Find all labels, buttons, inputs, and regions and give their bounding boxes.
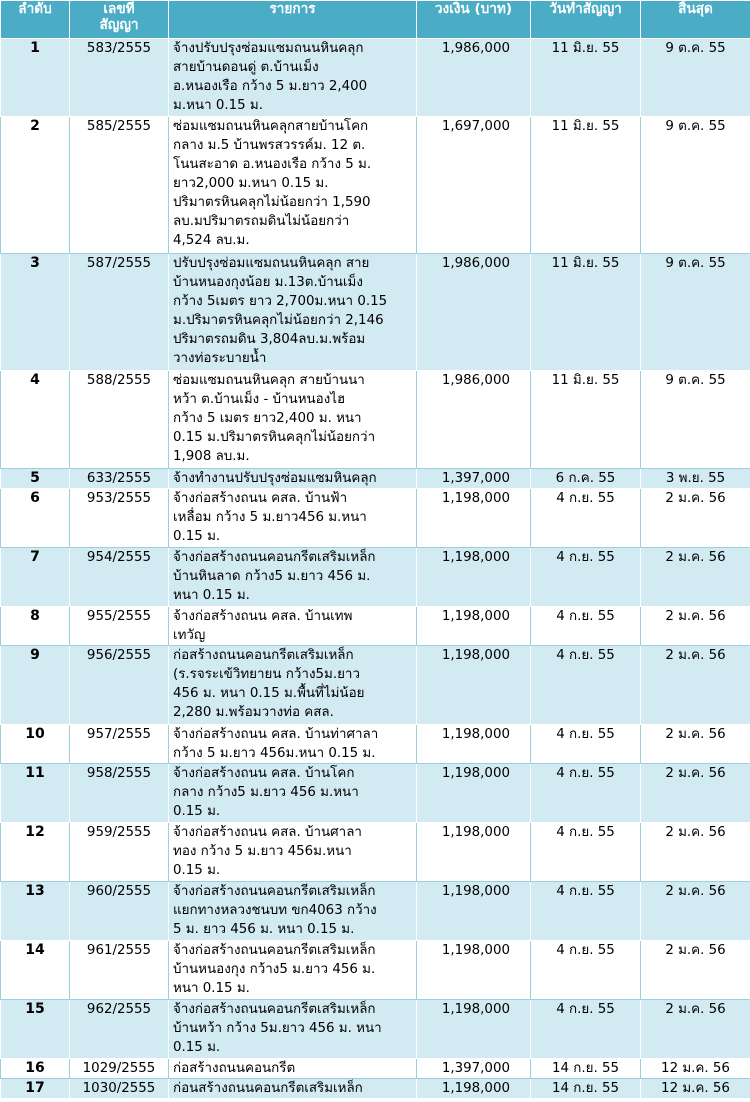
table-row: [1, 764, 750, 823]
row-contract-number: 962/2555: [70, 1000, 169, 1059]
row-number: 17: [1, 1079, 70, 1099]
row-item-description: ก่อสร้างถนนคอนกรีตเสริมเหล็ก (ร.รจระเข้วิทยายน กว้าง5ม.ยาว 456 ม. หนา 0.15 ม.พื้นที่ไม่น้อย 2,280 ม.พร้อมวางท่อ คสล.: [169, 646, 417, 725]
row-number: 1: [1, 39, 70, 117]
row-contract-number: 1030/2555: [70, 1079, 169, 1099]
row-number: 4: [1, 371, 70, 469]
row-end-date: 2 ม.ค. 56: [641, 489, 750, 548]
row-item-description: จ้างก่อสร้างถนนคอนกรีตเสริมเหล็ก แยกทางหลวงชนบท ขก4063 กว้าง 5 ม. ยาว 456 ม. หนา 0.15 ม.: [169, 882, 417, 941]
row-number: 12: [1, 823, 70, 882]
row-contract-number: 588/2555: [70, 371, 169, 469]
row-item-description: จ้างก่อสร้างถนนคอนกรีตเสริมเหล็ก บ้านหนองกุง กว้าง5 ม.ยาว 456 ม. หนา 0.15 ม.: [169, 941, 417, 1000]
row-item-description: จ้างปรับปรุงซ่อมแซมถนนหินคลุก สายบ้านดอนดู่ ต.บ้านเม็ง อ.หนองเรือ กว้าง 5 ม.ยาว 2,400 ม.หนา 0.15 ม.: [169, 39, 417, 117]
row-number: 8: [1, 607, 70, 646]
table-row: [1, 39, 750, 117]
row-amount: 1,198,000: [417, 646, 531, 725]
row-amount: 1,198,000: [417, 1079, 531, 1099]
row-amount: 1,986,000: [417, 254, 531, 371]
row-contract-date: 4 ก.ย. 55: [531, 941, 641, 1000]
row-amount: 1,198,000: [417, 725, 531, 764]
row-end-date: 2 ม.ค. 56: [641, 882, 750, 941]
row-contract-number: 585/2555: [70, 117, 169, 254]
row-amount: 1,198,000: [417, 1000, 531, 1059]
row-amount: 1,198,000: [417, 489, 531, 548]
row-amount: 1,198,000: [417, 607, 531, 646]
row-item-description: ซ่อมแซมถนนหินคลุก สายบ้านนา หว้า ต.บ้านเม็ง - บ้านหนองไฮ กว้าง 5 เมตร ยาว2,400 ม. หนา 0.15 ม.ปริมาตรหินคลุกไม่น้อยกว่า 1,908 ลบ.ม.: [169, 371, 417, 469]
row-end-date: 2 ม.ค. 56: [641, 646, 750, 725]
row-end-date: 2 ม.ค. 56: [641, 941, 750, 1000]
table-row: [1, 371, 750, 469]
row-end-date: 9 ต.ค. 55: [641, 39, 750, 117]
header-amount: วงเงิน (บาท): [417, 1, 531, 39]
row-contract-number: 958/2555: [70, 764, 169, 823]
table-header-row: [1, 1, 750, 39]
row-amount: 1,198,000: [417, 764, 531, 823]
row-end-date: 9 ต.ค. 55: [641, 254, 750, 371]
row-item-description: ก่อนสร้างถนนคอนกรีตเสริมเหล็ก: [169, 1079, 417, 1099]
row-amount: 1,986,000: [417, 39, 531, 117]
table-body: [1, 39, 750, 1099]
row-end-date: 3 พ.ย. 55: [641, 469, 750, 489]
table-row: [1, 117, 750, 254]
row-contract-number: 583/2555: [70, 39, 169, 117]
row-number: 11: [1, 764, 70, 823]
row-end-date: 2 ม.ค. 56: [641, 725, 750, 764]
row-number: 9: [1, 646, 70, 725]
row-item-description: ก่อสร้างถนนคอนกรีต: [169, 1059, 417, 1079]
header-item: รายการ: [169, 1, 417, 39]
row-number: 10: [1, 725, 70, 764]
row-item-description: จ้างก่อสร้างถนนคอนกรีตเสริมเหล็ก บ้านหินลาด กว้าง5 ม.ยาว 456 ม. หนา 0.15 ม.: [169, 548, 417, 607]
row-contract-date: 4 ก.ย. 55: [531, 764, 641, 823]
row-contract-date: 11 มิ.ย. 55: [531, 39, 641, 117]
row-amount: 1,198,000: [417, 882, 531, 941]
row-contract-number: 633/2555: [70, 469, 169, 489]
row-contract-number: 587/2555: [70, 254, 169, 371]
row-contract-date: 4 ก.ย. 55: [531, 646, 641, 725]
row-number: 15: [1, 1000, 70, 1059]
row-contract-number: 955/2555: [70, 607, 169, 646]
header-no: ลำดับ: [1, 1, 70, 39]
row-number: 5: [1, 469, 70, 489]
row-contract-date: 14 ก.ย. 55: [531, 1059, 641, 1079]
row-amount: 1,198,000: [417, 823, 531, 882]
row-contract-date: 11 มิ.ย. 55: [531, 117, 641, 254]
row-item-description: จ้างก่อสร้างถนน คสล. บ้านศาลา ทอง กว้าง 5 ม.ยาว 456ม.หนา 0.15 ม.: [169, 823, 417, 882]
table-row: [1, 941, 750, 1000]
row-contract-date: 11 มิ.ย. 55: [531, 371, 641, 469]
row-amount: 1,198,000: [417, 548, 531, 607]
header-end-date: สิ้นสุด: [641, 1, 750, 39]
row-end-date: 12 ม.ค. 56: [641, 1079, 750, 1099]
table-row: [1, 1059, 750, 1079]
row-number: 16: [1, 1059, 70, 1079]
row-contract-date: 4 ก.ย. 55: [531, 489, 641, 548]
row-number: 7: [1, 548, 70, 607]
row-contract-date: 11 มิ.ย. 55: [531, 254, 641, 371]
row-contract-date: 4 ก.ย. 55: [531, 823, 641, 882]
table-row: [1, 1000, 750, 1059]
row-item-description: ปรับปรุงซ่อมแซมถนนหินคลุก สาย บ้านหนองกุงน้อย ม.13ต.บ้านเม็ง กว้าง 5เมตร ยาว 2,700ม.หนา 0.15 ม.ปริมาตรหินคลุกไม่น้อยกว่า 2,146 ปริมาตรถมดิน 3,804ลบ.ม.พร้อม วางท่อระบายน้ำ: [169, 254, 417, 371]
row-contract-date: 4 ก.ย. 55: [531, 882, 641, 941]
table-row: [1, 725, 750, 764]
row-contract-date: 4 ก.ย. 55: [531, 607, 641, 646]
row-amount: 1,397,000: [417, 469, 531, 489]
row-end-date: 9 ต.ค. 55: [641, 371, 750, 469]
table-row: [1, 882, 750, 941]
row-amount: 1,697,000: [417, 117, 531, 254]
row-end-date: 2 ม.ค. 56: [641, 607, 750, 646]
row-contract-date: 6 ก.ค. 55: [531, 469, 641, 489]
row-item-description: จ้างก่อสร้างถนนคอนกรีตเสริมเหล็ก บ้านหว้า กว้าง 5ม.ยาว 456 ม. หนา 0.15 ม.: [169, 1000, 417, 1059]
row-item-description: จ้างก่อสร้างถนน คสล. บ้านเทพ เทวัญ: [169, 607, 417, 646]
row-amount: 1,198,000: [417, 941, 531, 1000]
row-amount: 1,397,000: [417, 1059, 531, 1079]
row-item-description: จ้างก่อสร้างถนน คสล. บ้านฟ้า เหลื่อม กว้าง 5 ม.ยาว456 ม.หนา 0.15 ม.: [169, 489, 417, 548]
table-row: [1, 548, 750, 607]
table-row: [1, 254, 750, 371]
row-item-description: จ้างทำงานปรับปรุงซ่อมแซมหินคลุก: [169, 469, 417, 489]
row-contract-date: 4 ก.ย. 55: [531, 1000, 641, 1059]
row-end-date: 9 ต.ค. 55: [641, 117, 750, 254]
row-contract-date: 14 ก.ย. 55: [531, 1079, 641, 1099]
header-contract-number: เลขที่ สัญญา: [70, 1, 169, 39]
row-contract-number: 957/2555: [70, 725, 169, 764]
row-contract-number: 960/2555: [70, 882, 169, 941]
table-row: [1, 1079, 750, 1099]
row-item-description: จ้างก่อสร้างถนน คสล. บ้านโคก กลาง กว้าง5 ม.ยาว 456 ม.หนา 0.15 ม.: [169, 764, 417, 823]
row-contract-date: 4 ก.ย. 55: [531, 725, 641, 764]
row-contract-number: 956/2555: [70, 646, 169, 725]
table-row: [1, 607, 750, 646]
row-contract-number: 959/2555: [70, 823, 169, 882]
row-contract-number: 954/2555: [70, 548, 169, 607]
row-contract-date: 4 ก.ย. 55: [531, 548, 641, 607]
table-row: [1, 489, 750, 548]
row-number: 3: [1, 254, 70, 371]
row-number: 6: [1, 489, 70, 548]
table-row: [1, 823, 750, 882]
row-contract-number: 1029/2555: [70, 1059, 169, 1079]
table-row: [1, 469, 750, 489]
table-row: [1, 646, 750, 725]
row-end-date: 2 ม.ค. 56: [641, 823, 750, 882]
row-item-description: จ้างก่อสร้างถนน คสล. บ้านท่าศาลา กว้าง 5 ม.ยาว 456ม.หนา 0.15 ม.: [169, 725, 417, 764]
row-amount: 1,986,000: [417, 371, 531, 469]
row-contract-number: 953/2555: [70, 489, 169, 548]
row-end-date: 12 ม.ค. 56: [641, 1059, 750, 1079]
row-end-date: 2 ม.ค. 56: [641, 1000, 750, 1059]
row-item-description: ซ่อมแซมถนนหินคลุกสายบ้านโคก กลาง ม.5 บ้านพรสวรรค์ม. 12 ต. โนนสะอาด อ.หนองเรือ กว้าง 5 ม. ยาว2,000 ม.หนา 0.15 ม. ปริมาตรหินคลุกไม่น้อยกว่า 1,590 ลบ.มปริมาตรถมดินไม่น้อยกว่า 4,524 ลบ.ม.: [169, 117, 417, 254]
row-end-date: 2 ม.ค. 56: [641, 548, 750, 607]
row-number: 13: [1, 882, 70, 941]
row-end-date: 2 ม.ค. 56: [641, 764, 750, 823]
row-contract-number: 961/2555: [70, 941, 169, 1000]
row-number: 14: [1, 941, 70, 1000]
header-contract-date: วันทำสัญญา: [531, 1, 641, 39]
row-number: 2: [1, 117, 70, 254]
